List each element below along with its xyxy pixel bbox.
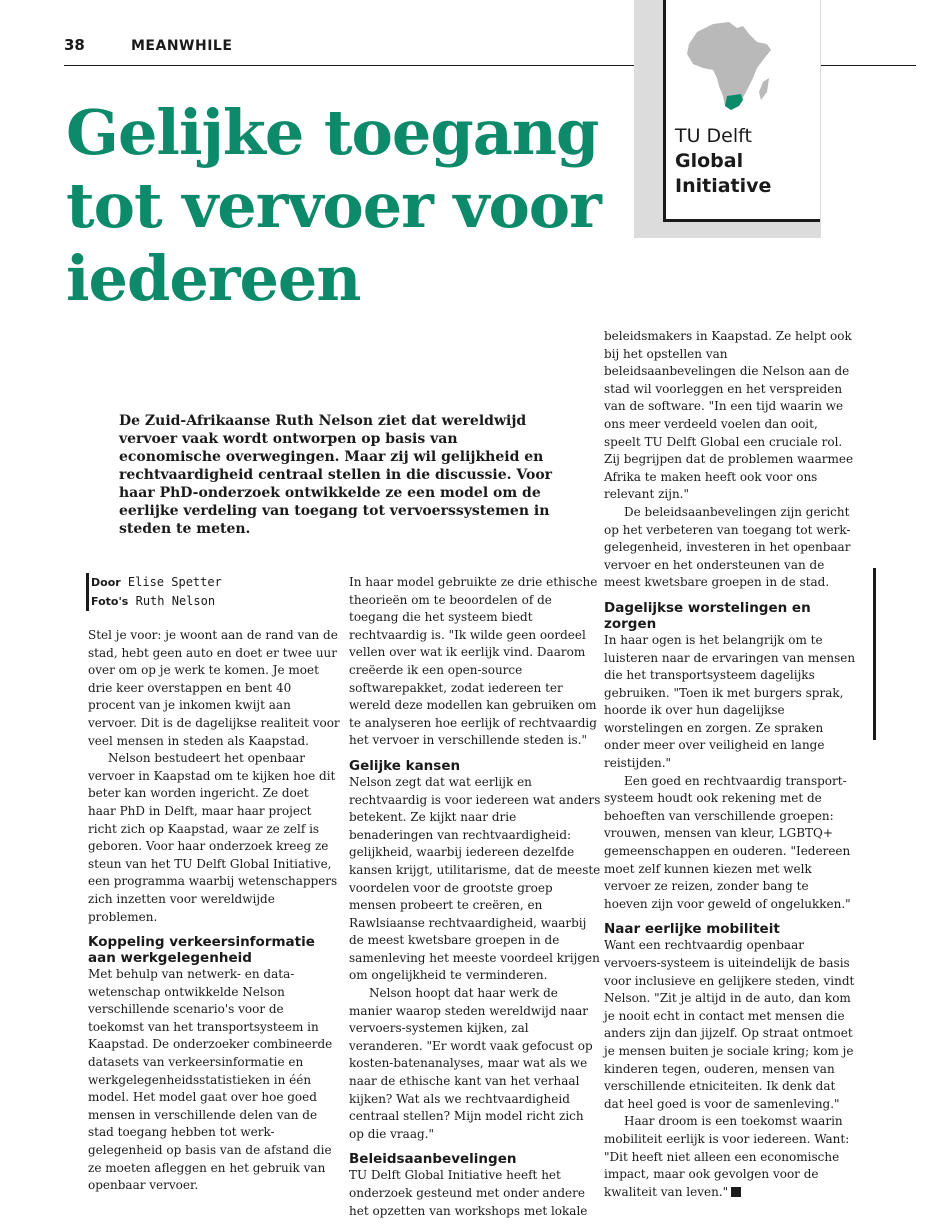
paragraph: Nelson hoopt dat haar werk de manier waarop steden wereldwijd naar vervoers-systemen kijken, zal veranderen. "Er wordt vaak gefocust op kosten-batenanalyses, maar wat als we naar de ethische kant van het verhaal kijken? Wat als we rechtvaardigheid centraal stellen? Mijn model richt zich op die vraag." [349, 986, 593, 1141]
byline-author-name: Elise Spetter [127, 575, 222, 589]
byline-author-label: Door [91, 576, 121, 589]
article-column-1 [88, 627, 340, 1195]
margin-bar [873, 568, 876, 740]
paragraph: Met behulp van netwerk- en data-wetenschap ontwikkelde Nelson verschillende scenario's voor de toekomst van het transportsysteem in Kaapstad. De onderzoeker combineerde datasets van verkeersinformatie en werkgelegenheidsstatistieken in één model. Het model gaat over hoe goed mensen in verschillende delen van de stad toegang hebben tot werk-gelegenheid op basis van de afstand die ze moeten afleggen en het gebruik van openbaar vervoer. [88, 967, 333, 1193]
subheading: Gelijke kansen [349, 757, 461, 774]
south-africa-highlight [725, 94, 743, 110]
subheading: Koppeling verkeersinformatie aan werkgelegenheid [88, 934, 315, 967]
article-column-3 [604, 328, 856, 1201]
paragraph: Want een rechtvaardig openbaar vervoers-systeem is uiteindelijk de basis voor inclusieve en gelijkere steden, vindt Nelson. "Zit je altijd in de auto, dan kom je nooit echt in contact met mensen die anders zijn dan jijzelf. Op straat ontmoet je mensen buiten je sociale kring; kom je kinderen tegen, ouderen, mensen van verschillende etniciteiten. Ik denk dat dat heel goed is voor de samenleving." [604, 938, 855, 1111]
paragraph: Een goed en rechtvaardig transport-systeem houdt ook rekening met de behoeften van verschillende groepen: vrouwen, mensen van kleur, LGBTQ+ gemeenschappen en ouderen. "Iedereen moet zelf kunnen kiezen met welk vervoer ze reizen, zonder bang te hoeven zijn voor geweld of ongelukken." [604, 773, 851, 911]
badge-org-name: TU Delft [675, 125, 752, 147]
subheading: Dagelijkse worstelingen en zorgen [604, 599, 811, 632]
subheading: Beleidsaanbevelingen [349, 1151, 517, 1168]
paragraph-final [604, 1113, 856, 1201]
article-column-2 [349, 574, 601, 1220]
article-intro: De Zuid-Afrikaanse Ruth Nelson ziet dat wereldwijd vervoer vaak wordt ontworpen op basis van economische overwegingen. Maar zij wil gelijkheid en rechtvaardigheid centraal stellen in die discussie. Voor haar PhD-onderzoek ontwikkelde ze een model om de eerlijke verdeling van toegang tot vervoerssystemen in steden te meten. [119, 413, 553, 537]
subheading: Naar eerlijke mobiliteit [604, 921, 780, 938]
badge-org-program: Global Initiative [675, 150, 772, 197]
byline-author [91, 573, 222, 592]
paragraph: Nelson bestudeert het openbaar vervoer in Kaapstad om te kijken hoe dit beter kan worden ingericht. Ze doet haar PhD in Delft, maar haar project richt zich op Kaapstad, waar ze zelf is geboren. Voor haar onderzoek kreeg ze steun van het TU Delft Global Initiative, een programma waarbij wetenschappers zich inzetten voor wereldwijde problemen. [88, 751, 338, 924]
byline-photo [91, 592, 222, 611]
paragraph: beleidsmakers in Kaapstad. Ze helpt ook bij het opstellen van beleidsaanbevelingen die Nelson aan de stad wil voorleggen en het verspreiden van de software. "In een tijd waarin we ons meer verdeeld voelen dan ooit, speelt TU Delft Global een cruciale rol. Zij begrijpen dat de problemen waarmee Afrika te maken heeft ook voor ons relevant zijn." [604, 329, 854, 502]
paragraph: In haar ogen is het belangrijk om te luisteren naar de ervaringen van mensen die het transportsysteem dagelijks gebruiken. "Toen ik met burgers sprak, hoorde ik over hun dagelijkse worstelingen en zorgen. Ze spraken onder meer over veiligheid en lange reistijden." [604, 632, 856, 771]
byline [86, 573, 222, 611]
paragraph: Nelson zegt dat wat eerlijk en rechtvaardig is voor iedereen wat anders betekent. Ze kijkt naar drie benaderingen van rechtvaardigheid: gelijkheid, waarbij iedereen dezelfde kansen krijgt, utilitarisme, dat de meeste voordelen voor de grootste groep mensen probeert te creëren, en Rawlsiaanse rechtvaardigheid, waarbij de meest kwetsbare groepen in de samenleving het meeste voordeel krijgen om ongelijkheid te verminderen. [349, 774, 601, 983]
paragraph: De beleidsaanbevelingen zijn gericht op het verbeteren van toegang tot werk-gelegenheid, investeren in het openbaar vervoer en het ondersteunen van de meest kwetsbare groepen in de stad. [604, 504, 851, 590]
paragraph: TU Delft Global Initiative heeft het onderzoek gesteund met onder andere het opzetten van workshops met lokale [349, 1168, 588, 1218]
paragraph: In haar model gebruikte ze drie ethische theorieën om te beoordelen of de toegang die het systeem biedt rechtvaardig is. "Ik wilde geen oordeel vellen over wat ik eerlijk vind. Daarom creëerde ik een open-source softwarepakket, zodat iedereen ter wereld deze modellen kan gebruiken om te analyseren hoe eerlijk of rechtvaardig het vervoer in verschillende steden is." [349, 575, 598, 748]
paragraph-final-text: Haar droom is een toekomst waarin mobiliteit eerlijk is voor iedereen. Want: "Dit heeft niet alleen een economische impact, maar ook gevolgen voor de kwaliteit van leven." [604, 1114, 850, 1199]
madagascar-shape [759, 78, 769, 100]
section-title: MEANWHILE [131, 38, 233, 54]
paragraph: Stel je voor: je woont aan de rand van de stad, hebt geen auto en doet er twee uur over om op je werk te komen. Je moet drie keer overstappen en bent 40 procent van je inkomen kwijt aan vervoer. Dit is de dagelijkse realiteit voor veel mensen in steden als Kaapstad. [88, 628, 340, 748]
article-headline: Gelijke toegang tot vervoer voor iedereen [66, 96, 601, 315]
end-of-article-icon [731, 1187, 741, 1197]
byline-photographer: Ruth Nelson [135, 594, 216, 608]
byline-photo-label: Foto's [91, 595, 129, 608]
africa-map-icon [683, 20, 779, 120]
page-number: 38 [64, 36, 85, 54]
